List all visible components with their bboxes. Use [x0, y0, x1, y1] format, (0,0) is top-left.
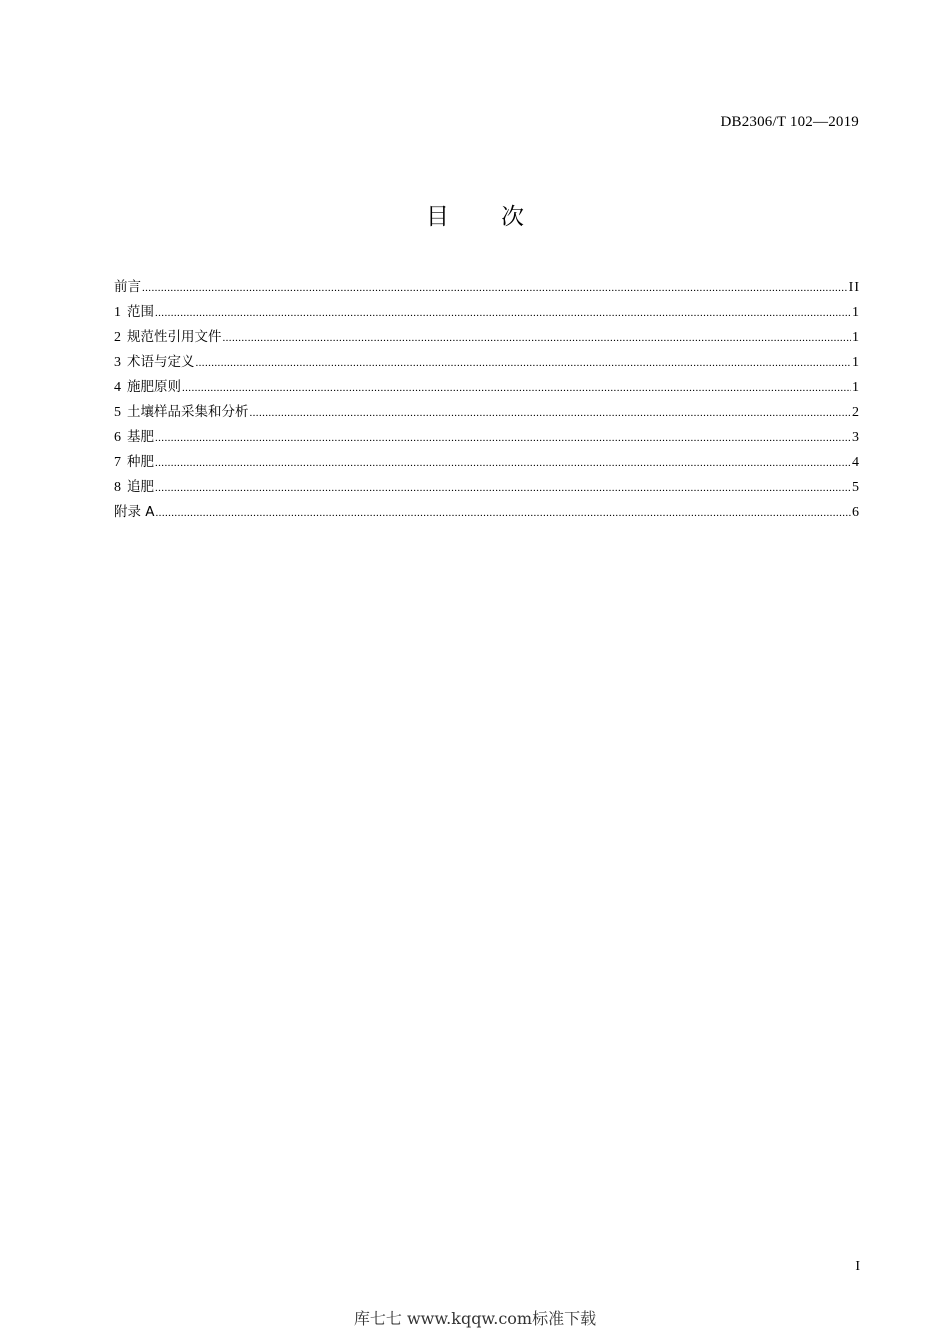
title-char-2: 次: [501, 204, 524, 230]
toc-entry-page: 6: [852, 505, 860, 520]
toc-entry-number: 7: [114, 455, 121, 470]
toc-entry-number: 2: [114, 330, 121, 345]
toc-entry-page: 4: [852, 455, 860, 470]
dot-leader: [250, 402, 852, 424]
dot-leader: [182, 377, 851, 399]
dot-leader: [155, 302, 851, 324]
toc-entry-number: 4: [114, 380, 121, 395]
toc-entry-top-dressing[interactable]: [114, 476, 860, 501]
toc-entry-label: 范围: [127, 304, 154, 320]
toc-entry-number: 6: [114, 430, 121, 445]
toc-entry-label: 追肥: [127, 479, 154, 495]
dot-leader: [155, 427, 851, 449]
toc-entry-page: 1: [852, 355, 860, 370]
toc-entry-label: 施肥原则: [127, 379, 181, 395]
title-char-1: 目: [426, 204, 449, 230]
toc-entry-page: 3: [852, 430, 860, 445]
toc-entry-label: 基肥: [127, 429, 154, 445]
dot-leader: [223, 327, 852, 349]
toc-entry-foreword[interactable]: [114, 276, 860, 301]
toc-entry-scope[interactable]: [114, 301, 860, 326]
toc-entry-number: 1: [114, 305, 121, 320]
toc-entry-page: 2: [852, 405, 860, 420]
toc-entry-label: 附录 A: [114, 504, 155, 520]
toc-entry-appendix-a[interactable]: [114, 501, 860, 526]
toc-entry-page: 1: [852, 305, 860, 320]
toc-entry-page: 1: [852, 330, 860, 345]
document-code: DB2306/T 102—2019: [720, 114, 859, 130]
dot-leader: [155, 452, 851, 474]
dot-leader: [156, 502, 851, 524]
page-number: I: [855, 1259, 860, 1274]
toc-entry-terms[interactable]: [114, 351, 860, 376]
toc-entry-soil-sampling[interactable]: [114, 401, 860, 426]
toc-entry-number: 3: [114, 355, 121, 370]
toc-entry-label: 土壤样品采集和分析: [127, 404, 249, 420]
toc-entry-label: 种肥: [127, 454, 154, 470]
toc-entry-seed-fertilizer[interactable]: [114, 451, 860, 476]
toc-entry-label: 规范性引用文件: [127, 329, 222, 345]
toc-entry-number: 8: [114, 480, 121, 495]
toc-entry-page: II: [848, 280, 860, 295]
toc-entry-normative-references[interactable]: [114, 326, 860, 351]
dot-leader: [196, 352, 852, 374]
dot-leader: [155, 477, 851, 499]
toc-entry-label: 前言: [114, 279, 141, 295]
toc-entry-number: 5: [114, 405, 121, 420]
toc-entry-page: 1: [852, 380, 860, 395]
page-title: [0, 198, 950, 231]
toc-entry-page: 5: [852, 480, 860, 495]
toc-entry-principles[interactable]: [114, 376, 860, 401]
toc-entry-base-fertilizer[interactable]: [114, 426, 860, 451]
dot-leader: [142, 277, 848, 299]
toc-entry-label: 术语与定义: [127, 354, 195, 370]
table-of-contents: [114, 276, 860, 526]
footer-watermark: 库七七 www.kqqw.com标准下载: [353, 1309, 597, 1328]
